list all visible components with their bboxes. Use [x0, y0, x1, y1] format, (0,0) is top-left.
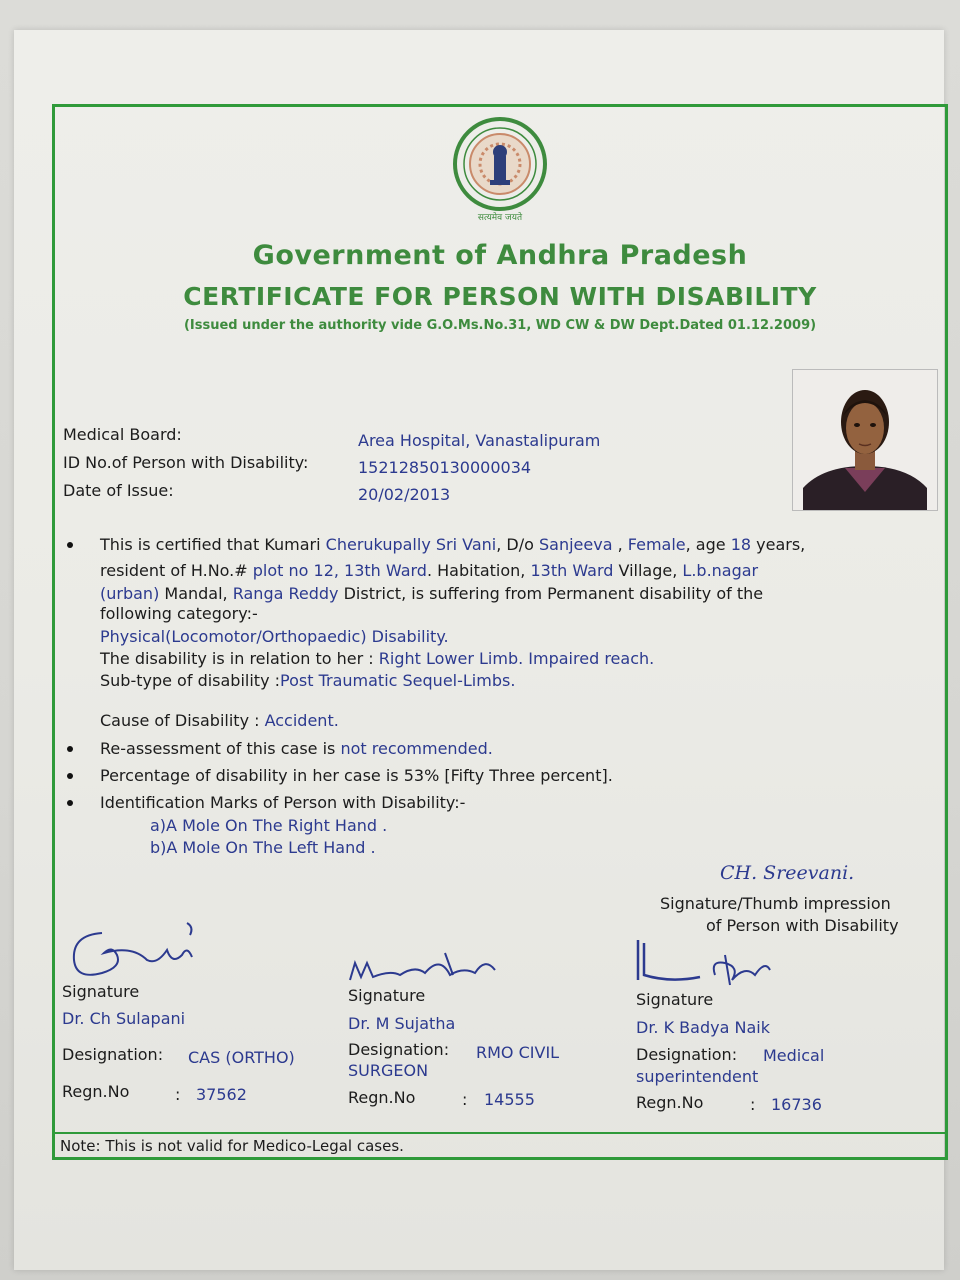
certification-line-4: following category:- — [100, 604, 258, 623]
doctor-2-name: Dr. M Sujatha — [348, 1014, 456, 1033]
doctor-1-signature-mark — [62, 915, 212, 990]
doctor-1-designation: CAS (ORTHO) — [188, 1048, 295, 1067]
doctor-1-designation-label: Designation: — [62, 1045, 164, 1064]
doctor-2-designation: RMO CIVIL — [476, 1043, 560, 1062]
person-signature-handwritten: CH. Sreevani. — [720, 862, 855, 884]
doctor-3-designation-label: Designation: — [636, 1045, 738, 1064]
certification-line-1: This is certified that Kumari Cherukupally Sri Vani, D/o Sanjeeva , Female, age 18 years, — [100, 535, 806, 554]
government-heading: Government of Andhra Pradesh — [252, 240, 748, 271]
certification-line-3: (urban) Mandal, Ranga Reddy District, is suffering from Permanent disability of the — [100, 584, 764, 603]
doctor-1-regn-separator: : — [175, 1085, 181, 1104]
disability-subtype: Sub-type of disability :Post Traumatic Sequel-Limbs. — [100, 671, 516, 690]
doctor-2-signature-label: Signature — [348, 986, 426, 1005]
bullet — [67, 542, 73, 548]
identification-marks-label: Identification Marks of Person with Disability:- — [100, 793, 466, 812]
authority-subtitle: (Issued under the authority vide G.O.Ms.No.31, WD CW & DW Dept.Dated 01.12.2009) — [183, 318, 817, 333]
state-emblem-icon — [450, 116, 550, 226]
doctor-1-regn-label: Regn.No — [62, 1082, 130, 1101]
doctor-3-regn: 16736 — [771, 1095, 822, 1114]
doctor-1-regn: 37562 — [196, 1085, 247, 1104]
doctor-2-signature-mark — [345, 945, 515, 990]
person-signature-label-1: Signature/Thumb impression — [660, 894, 891, 913]
doctor-1-signature-label: Signature — [62, 982, 140, 1001]
doctor-3-signature-mark — [630, 935, 780, 995]
date-value: 20/02/2013 — [358, 485, 451, 504]
doctor-3-signature-label: Signature — [636, 990, 714, 1009]
doctor-3-designation-line-2: superintendent — [636, 1067, 759, 1086]
identification-mark-a: a)A Mole On The Right Hand . — [150, 816, 388, 835]
certificate-title: CERTIFICATE FOR PERSON WITH DISABILITY — [183, 282, 817, 311]
doctor-2-regn: 14555 — [484, 1090, 535, 1109]
cause-of-disability: Cause of Disability : Accident. — [100, 711, 339, 730]
medical-board-value: Area Hospital, Vanastalipuram — [358, 431, 601, 450]
medical-board-label: Medical Board: — [63, 425, 182, 444]
emblem-motto: सत्यमेव जयते — [477, 213, 523, 223]
doctor-2-designation-label: Designation: — [348, 1040, 450, 1059]
certification-line-2: resident of H.No.# plot no 12, 13th Ward. Habitation, 13th Ward Village, L.b.nagar — [100, 561, 759, 580]
bullet — [67, 746, 73, 752]
bullet — [67, 800, 73, 806]
disability-category: Physical(Locomotor/Orthopaedic) Disability. — [100, 627, 449, 646]
doctor-3-name: Dr. K Badya Naik — [636, 1018, 770, 1037]
disability-relation: The disability is in relation to her : Right Lower Limb. Impaired reach. — [100, 649, 655, 668]
disability-percentage: Percentage of disability in her case is 53% [Fifty Three percent]. — [100, 766, 613, 785]
doctor-3-designation: Medical — [763, 1046, 825, 1065]
doctor-2-regn-label: Regn.No — [348, 1088, 416, 1107]
doctor-3-regn-label: Regn.No — [636, 1093, 704, 1112]
id-label: ID No.of Person with Disability: — [63, 453, 309, 472]
doctor-3-regn-separator: : — [750, 1095, 756, 1114]
identification-mark-b: b)A Mole On The Left Hand . — [150, 838, 376, 857]
doctor-2-designation-line-2: SURGEON — [348, 1061, 429, 1080]
id-value: 15212850130000034 — [358, 458, 532, 477]
doctor-2-regn-separator: : — [462, 1090, 468, 1109]
person-photo — [792, 369, 938, 511]
person-signature-label-2: of Person with Disability — [706, 916, 899, 935]
person-photo-icon — [793, 370, 937, 510]
doctor-1-name: Dr. Ch Sulapani — [62, 1009, 186, 1028]
footer-note: Note: This is not valid for Medico-Legal cases. — [60, 1137, 404, 1155]
date-label: Date of Issue: — [63, 481, 174, 500]
footer-divider — [55, 1132, 945, 1134]
reassessment: Re-assessment of this case is not recommended. — [100, 739, 493, 758]
bullet — [67, 773, 73, 779]
